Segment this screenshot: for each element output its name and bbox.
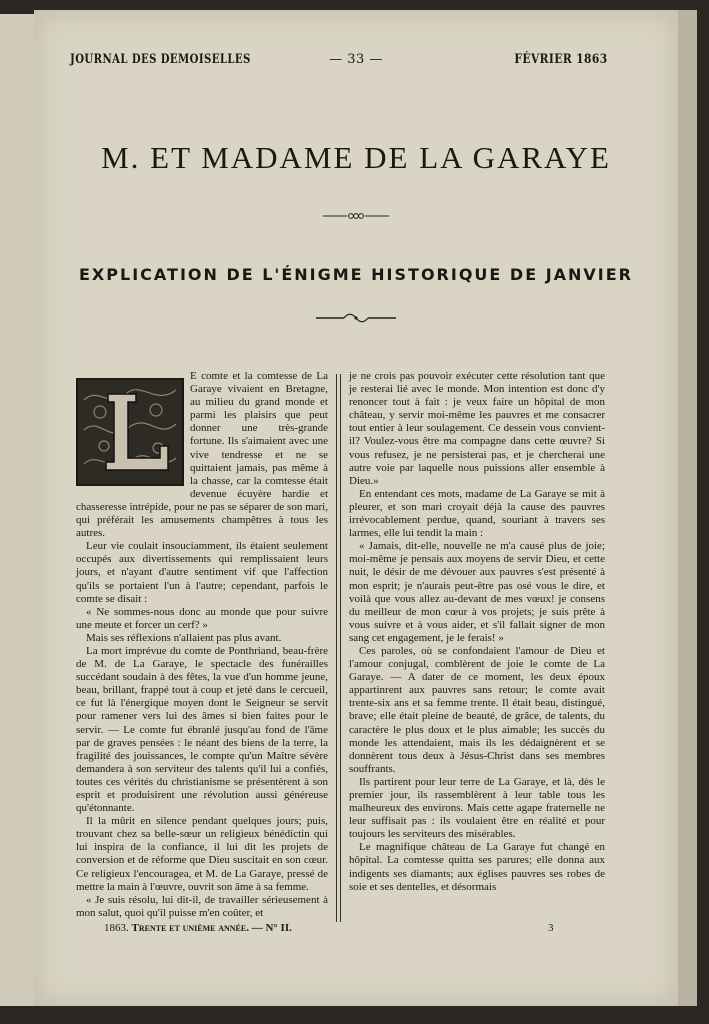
paragraph: « Ne sommes-nous donc au monde que pour suivre une meute et forcer un cerf? » [76, 605, 328, 631]
footer-issue: — N° II. [251, 922, 292, 934]
paragraph: Ils partirent pour leur terre de La Garaye, et là, dès le premier jour, ils rassemblèrent à leur table tous les malheureux des environs. Mais cette agape fraternelle ne leur suffisait pas : ils voulaient être en réalité et pour toujours les serviteurs des misérables. [349, 775, 605, 841]
illuminated-dropcap [76, 378, 184, 486]
paragraph: Leur vie coulait insouciamment, ils étaient seulement occupés aux divertissements qui remplissaient leurs jours, et n'ayant d'autre sentiment vif que l'affection qu'ils se portaient l'un à l'autre; cependant, parfois le comte se disait : [76, 540, 328, 605]
scroll-ornament-icon [321, 211, 391, 221]
footer-year: 1863. [104, 922, 129, 934]
paragraph: E comte et la comtesse de La Garaye vivaient en Bretagne, au milieu du grand monde et parmi les plaisirs que peut donner une très-grande fortune. Ils s'aimaient avec une vive tendresse et ne se quittaient jamais, pas même à la chasse, car la comtesse était devenue écuyère hardie et chasseresse intrépide, pour ne pas se séparer de son mari, qui préférait les amusements champêtres à tous les autres. [76, 370, 328, 540]
paragraph: La mort imprévue du comte de Ponthriand, beau-frère de M. de La Garaye, le spectacle des funérailles succédant soudain à des fêtes, la vue d'un homme jeune, beau, brillant, frappé tout à coup et jeté dans le cercueil, ce fut là l'énergique moyen dont le Seigneur se servit pour ramener vers lui des âmes si bien faites pour le servir. — Le comte fut ébranlé jusqu'au fond de l'âme par de graves pensées : le néant des biens de la terre, la fragilité des jouissances, le compte qu'un Maître sévère demandera à son serviteur des talents qu'il lui a confiés, toutes ces vérités du christianisme se présentèrent à son esprit et produisirent une révolution aussi généreuse qu'étonnante. [76, 644, 328, 815]
journal-title: JOURNAL DES DEMOISELLES [70, 52, 251, 67]
footer-volume-text: Trente et unième année. [131, 922, 249, 934]
ornament-divider-top [34, 206, 678, 225]
left-column [76, 370, 328, 920]
article-subtitle: EXPLICATION DE L'ÉNIGME HISTORIQUE DE JANVIER [79, 265, 633, 284]
page-number: — 33 — [329, 52, 383, 67]
scroll-ornament-icon [314, 313, 398, 323]
paragraph: Il la mûrit en silence pendant quelques jours; puis, trouvant chez sa belle-sœur un religieux bénédictin qui lui inspira de la confiance, il lui dit les projets de conversion et de réforme que Dieu suscitait en son cœur. Ce religieux l'encouragea, et M. de La Garaye, pressé de mettre la main à l'œuvre, ouvrit son âme à sa femme. [76, 815, 328, 893]
article-title: M. ET MADAME DE LA GARAYE [101, 140, 611, 175]
paragraph: « Jamais, dit-elle, nouvelle ne m'a causé plus de joie; moi-même je pensais aux moyens de servir Dieu, et cette nuit, le désir de me dévouer aux pauvres s'est présenté à mon esprit; je n'aurais peut-être pas osé vous le dire, et voilà que vous allez au-devant de mes vœux! je consens du meilleur de mon cœur à vos projets; je suis prête à vous suivre et à vous aider, et s'il fallait signer de mon sang cet engagement, je le ferais! » [349, 540, 605, 644]
paragraph: Le magnifique château de La Garaye fut changé en hôpital. La comtesse quitta ses parures; elle donna aux indigents ses diamants; aux églises pauvres ses robes de soie et ses dentelles, et désormais [349, 841, 605, 893]
paragraph: Mais ses réflexions n'allaient pas plus avant. [86, 631, 282, 644]
svg-text:L: L [88, 477, 90, 479]
magazine-page [34, 10, 678, 1006]
paragraph: « Je suis résolu, lui dit-il, de travailler sérieusement à mon salut, quoi qu'il puisse m'en coûter, et [76, 893, 328, 919]
issue-date: FÉVRIER 1863 [514, 52, 608, 67]
footer-sheet-number: 3 [548, 922, 554, 934]
right-column [349, 370, 605, 894]
ornament-divider-bottom [34, 308, 678, 327]
column-rule [336, 374, 341, 922]
paragraph: Ces paroles, où se confondaient l'amour de Dieu et l'amour conjugal, comblèrent de joie le comte de La Garaye. — A dater de ce moment, les deux époux appartinrent aux pauvres sans retour; le comte avait trente-six ans et sa femme trente. Il était beau, distingué, brave; elle était pleine de beauté, de grâce, de talents, du caractère le plus doux et le plus aimable; les succès du monde les attendaient, mais ils les dédaignèrent et se donnèrent tous deux à Jésus-Christ dans ses membres souffrants. [349, 644, 605, 775]
ornate-letter-l-icon [78, 380, 182, 484]
paragraph: je ne crois pas pouvoir exécuter cette résolution tant que je resterai lié avec le monde. Mon intention est donc d'y renoncer tout à fait : je veux faire un hôpital de mon château, y servir moi-même les pauvres et me consacrer tout entier à leur soulagement. Ce dessein vous convient-il? Voulez-vous être ma compagne dans cette œuvre? Si vous refusez, je ne persisterai pas, et je chercherai une autre voie par laquelle nous puissions aller ensemble à Dieu.» [349, 370, 605, 487]
paragraph: En entendant ces mots, madame de La Garaye se mit à pleurer, et son mari croyait déjà la cause des pauvres irrévocablement perdue, quand, souriant à travers ses larmes, elle lui tendit la main : [349, 487, 605, 540]
footer-volume [104, 922, 292, 934]
